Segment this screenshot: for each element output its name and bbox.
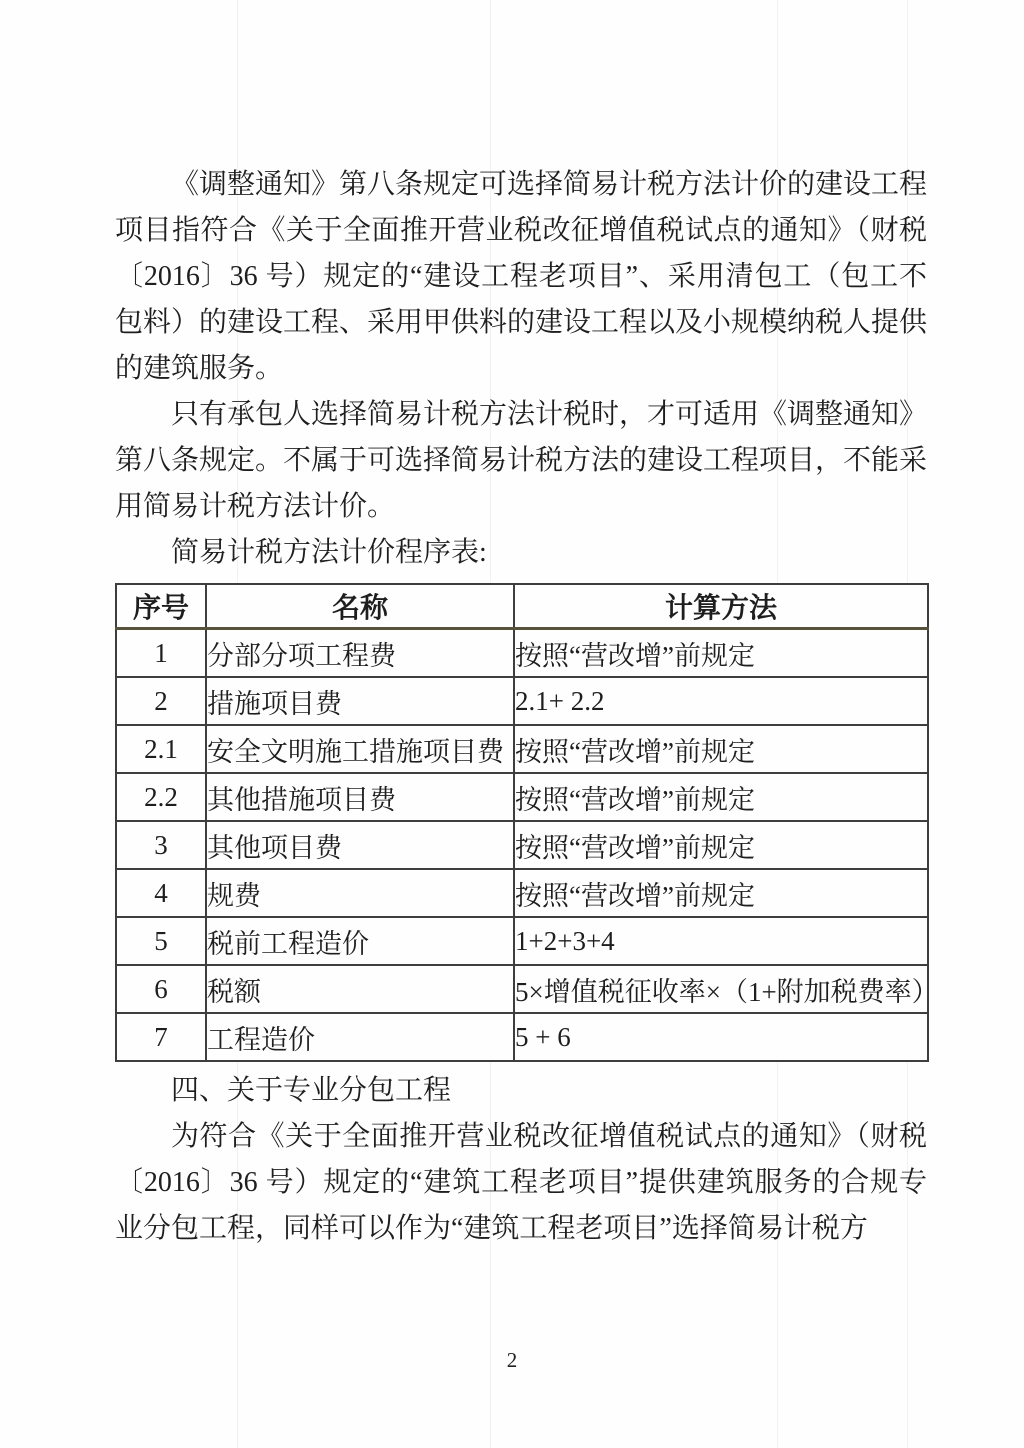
simple-tax-pricing-table [115,583,939,1062]
cell-name: 安全文明施工措施项目费 [206,725,514,773]
cell-name: 其他措施项目费 [206,773,514,821]
table-row [116,821,928,869]
cell-seq: 2.1 [116,725,206,773]
table-row [116,725,928,773]
table-header-method: 计算方法 [514,584,928,629]
cell-method: 按照“营改增”前规定 [514,869,928,917]
cell-seq: 2.2 [116,773,206,821]
section-heading: 四、关于专业分包工程 [171,1075,452,1106]
cell-name: 规费 [206,869,514,917]
cell-name: 税前工程造价 [206,917,514,965]
table-row [116,629,928,678]
table-header-row [116,584,928,629]
table-row [116,965,928,1013]
table-header-seq: 序号 [116,584,206,629]
cell-seq: 4 [116,869,206,917]
cell-seq: 3 [116,821,206,869]
cell-method: 1+2+3+4 [514,917,928,965]
cell-name: 分部分项工程费 [206,629,514,678]
paragraph-contractor-choice: 只有承包人选择简易计税方法计税时，才可适用《调整通知》第八条规定。不属于可选择简易计税方法的建设工程项目，不能采用简易计税方法计价。 [115,399,928,522]
cell-method: 按照“营改增”前规定 [514,629,928,678]
cell-seq: 7 [116,1013,206,1061]
cell-method: 5 + 6 [514,1013,928,1061]
document-body [115,162,939,1252]
cell-method: 2.1+ 2.2 [514,677,928,725]
table-row [116,917,928,965]
table-row [116,1013,928,1061]
cell-name: 其他项目费 [206,821,514,869]
cell-seq: 5 [116,917,206,965]
table-header-name: 名称 [206,584,514,629]
cell-method: 按照“营改增”前规定 [514,725,928,773]
cell-seq: 6 [116,965,206,1013]
cell-name: 工程造价 [206,1013,514,1061]
cell-method: 按照“营改增”前规定 [514,821,928,869]
cell-method: 按照“营改增”前规定 [514,773,928,821]
cell-method: 5×增值税征收率×（1+附加税费率） [514,965,928,1013]
cell-name: 措施项目费 [206,677,514,725]
page-number: 2 [506,1348,518,1372]
cell-seq: 1 [116,629,206,678]
table-row [116,869,928,917]
paragraph-simple-tax-scope: 《调整通知》第八条规定可选择简易计税方法计价的建设工程项目指符合《关于全面推开营业税改征增值税试点的通知》（财税〔2016〕36 号）规定的“建设工程老项目”、采用清包工（包工不包料）的建设工程、采用甲供料的建设工程以及小规模纳税人提供的建筑服务。 [115,169,928,384]
paragraph-subcontract: 为符合《关于全面推开营业税改征增值税试点的通知》（财税〔2016〕36 号）规定的“建筑工程老项目”提供建筑服务的合规专业分包工程，同样可以作为“建筑工程老项目”选择简易计税方 [115,1121,927,1244]
cell-name: 税额 [206,965,514,1013]
table-row [116,677,928,725]
table-row [116,773,928,821]
table-title: 简易计税方法计价程序表: [171,537,487,568]
cell-seq: 2 [116,677,206,725]
